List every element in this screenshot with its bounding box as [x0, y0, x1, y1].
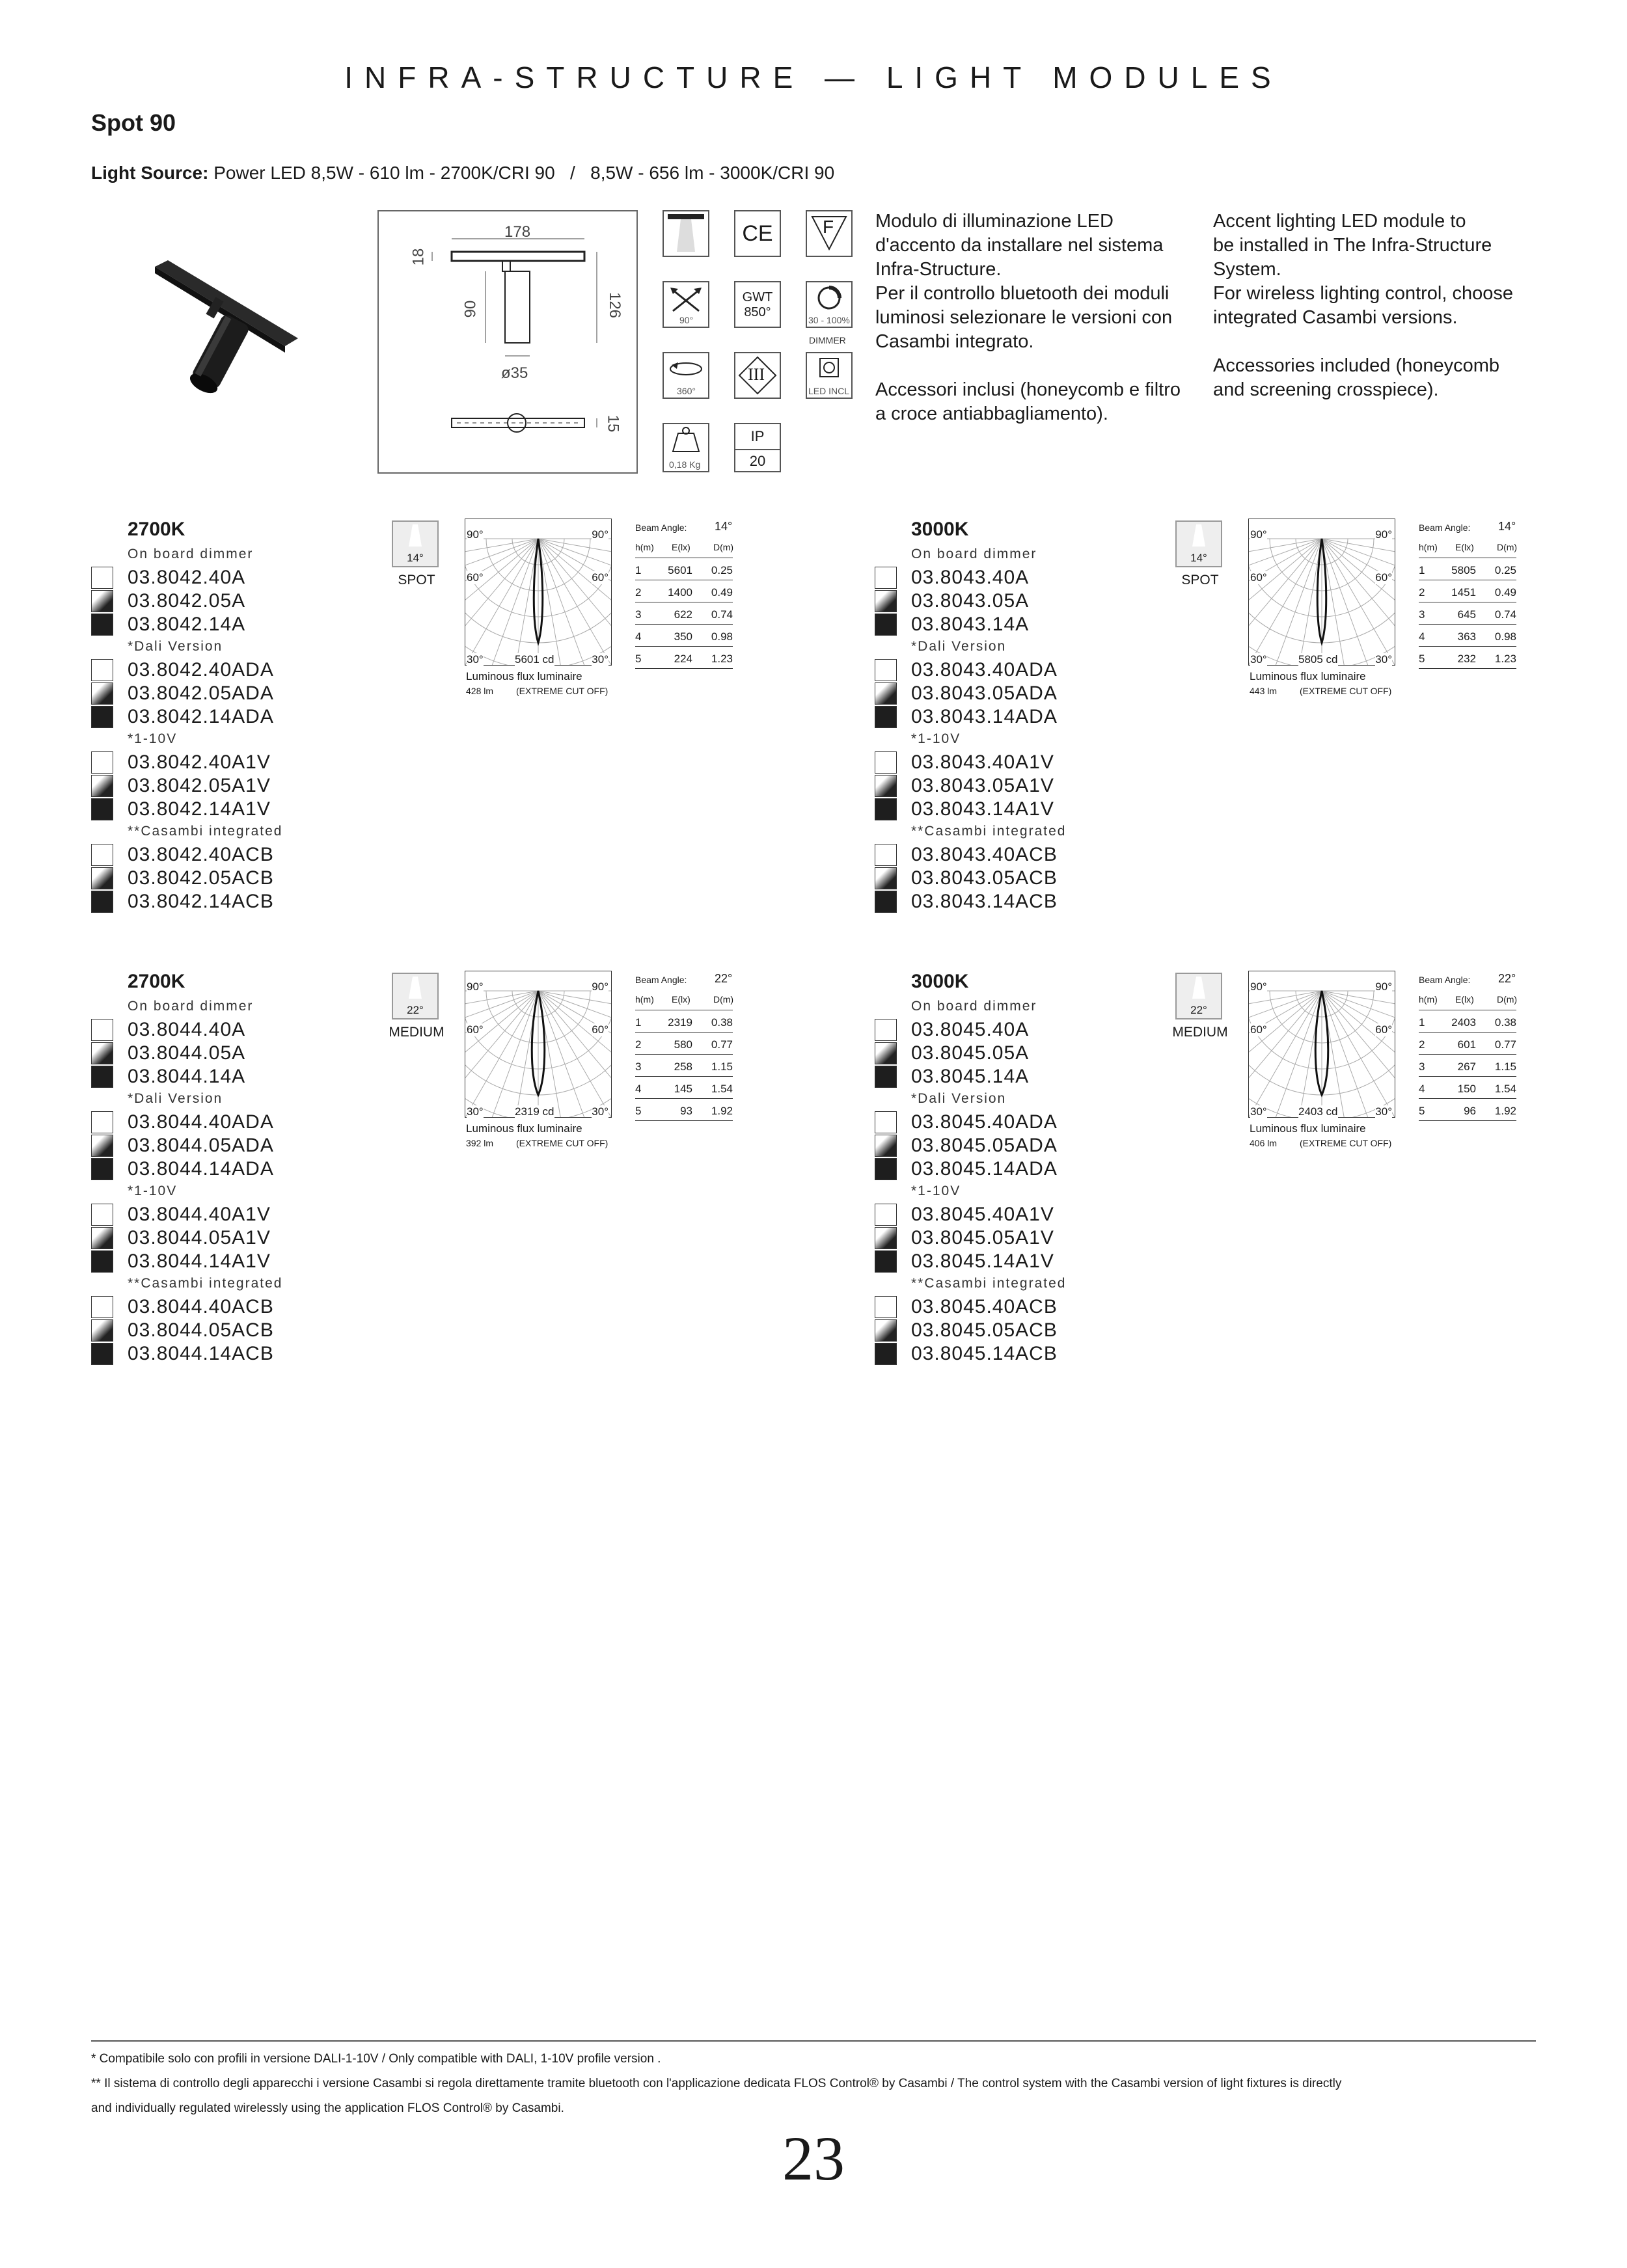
product-code: 03.8042.05ACB [128, 867, 274, 889]
product-code: 03.8044.14A [128, 1066, 246, 1087]
finish-swatch [875, 1296, 897, 1318]
product-code: 03.8045.40A [911, 1019, 1030, 1040]
product-code: 03.8042.14A1V [128, 798, 271, 820]
color-temperature: 2700K [128, 971, 185, 992]
color-temperature: 2700K [128, 519, 185, 540]
polar-label-30-left: 30° [467, 1105, 484, 1118]
description-line: Accent lighting LED module to [1213, 211, 1466, 232]
row-h: 3 [1419, 1060, 1425, 1073]
beam-angle-label: Beam Angle: [1419, 975, 1471, 985]
product-code: 03.8042.40ADA [128, 659, 274, 681]
footnote-2: ** Il sistema di controllo degli apparecchi i versione Casambi si regola direttamente tramite bluetooth con l'applicazione dedicata FLOS Control® by Casambi / The control system with the Casambi version of light fixtures is directly [91, 2077, 1342, 2090]
table-row [635, 1014, 733, 1033]
ce-mark-icon: CE [734, 210, 781, 257]
row-e: 2319 [668, 1016, 692, 1029]
table-row [1419, 1058, 1516, 1077]
row-d: 1.23 [1494, 653, 1516, 665]
dim-track: 18 [409, 248, 428, 266]
flux-label: Luminous flux luminaire [466, 1122, 582, 1135]
product-code: 03.8043.14A [911, 614, 1030, 635]
candela-value: 2319 cd [515, 1105, 554, 1118]
beam-icon-angle: 22° [407, 1004, 424, 1016]
row-d: 0.49 [711, 586, 733, 599]
finish-swatch [91, 1111, 113, 1133]
row-e: 601 [1457, 1038, 1476, 1051]
row-h: 4 [635, 630, 642, 643]
polar-label-90-left: 90° [467, 528, 484, 541]
page-title: INFRA-STRUCTURE — LIGHT MODULES [344, 61, 1283, 94]
row-d: 0.49 [1494, 586, 1516, 599]
row-h: 4 [635, 1083, 642, 1095]
product-code: 03.8045.14A1V [911, 1250, 1054, 1272]
row-h: 4 [1419, 630, 1425, 643]
product-code: 03.8043.05A [911, 590, 1030, 612]
ip-label: IP [735, 428, 780, 450]
description-line: d'accento da installare nel sistema [875, 235, 1164, 256]
product-code: 03.8042.14ADA [128, 706, 274, 727]
product-code: 03.8043.40A [911, 567, 1030, 588]
row-d: 0.25 [711, 564, 733, 576]
version-label: *Dali Version [911, 1091, 1007, 1106]
product-code: 03.8043.14A1V [911, 798, 1054, 820]
footer-divider [91, 2040, 1536, 2042]
table-row [1419, 1102, 1516, 1121]
row-h: 3 [635, 608, 642, 621]
row-d: 1.15 [1494, 1060, 1516, 1073]
candela-value: 2403 cd [1298, 1105, 1338, 1118]
row-h: 1 [635, 1016, 642, 1029]
description-line: and screening crosspiece). [1213, 379, 1439, 400]
row-d: 0.25 [1494, 564, 1516, 576]
row-d: 1.54 [1494, 1083, 1516, 1095]
product-code: 03.8044.40ADA [128, 1111, 274, 1133]
product-code: 03.8045.14ACB [911, 1343, 1058, 1364]
row-d: 0.77 [1494, 1038, 1516, 1051]
version-label: *Dali Version [128, 639, 223, 654]
dim-width: 178 [504, 223, 531, 241]
row-d: 0.98 [711, 630, 733, 643]
beam-angle-value: 14° [715, 520, 733, 533]
beam-type-label: SPOT [1181, 573, 1219, 587]
class-iii-label: III [748, 365, 765, 384]
finish-swatch [875, 1204, 897, 1226]
col-h: h(m) [635, 542, 654, 552]
version-label: On board dimmer [911, 547, 1037, 561]
beam-angle-label: Beam Angle: [1419, 522, 1471, 533]
product-code: 03.8043.05ACB [911, 867, 1058, 889]
polar-label-60-left: 60° [467, 571, 484, 584]
product-code: 03.8043.14ADA [911, 706, 1058, 727]
table-row [635, 1036, 733, 1055]
product-code: 03.8042.05ADA [128, 682, 274, 704]
fire-rating-label: F [823, 217, 834, 237]
version-label: **Casambi integrated [128, 824, 283, 839]
finish-swatch [875, 1227, 897, 1249]
finish-swatch [875, 1158, 897, 1180]
product-code: 03.8044.05A1V [128, 1227, 271, 1249]
polar-label-90-right: 90° [1375, 528, 1392, 541]
finish-swatch [875, 1250, 897, 1273]
row-d: 0.38 [711, 1016, 733, 1029]
product-code: 03.8043.05ADA [911, 682, 1058, 704]
photometric-table [1419, 971, 1523, 1133]
product-code: 03.8045.05ADA [911, 1135, 1058, 1156]
product-code: 03.8045.40A1V [911, 1204, 1054, 1225]
product-code: 03.8044.05ADA [128, 1135, 274, 1156]
description-line: Per il controllo bluetooth dei moduli [875, 283, 1169, 304]
product-code: 03.8044.05ACB [128, 1319, 274, 1341]
description-line: System. [1213, 259, 1281, 280]
flux-value: 392 lm [466, 1138, 494, 1148]
product-section [784, 0, 1565, 912]
finish-swatch [875, 1135, 897, 1157]
flux-label: Luminous flux luminaire [466, 670, 582, 682]
photometric-table [635, 971, 739, 1133]
version-label: **Casambi integrated [128, 1276, 283, 1291]
dimmer-label: DIMMER [809, 335, 846, 345]
product-name: Spot 90 [91, 109, 176, 136]
polar-label-30-right: 30° [1375, 653, 1392, 666]
polar-diagram [1248, 971, 1395, 1118]
row-e: 224 [674, 653, 692, 665]
row-h: 5 [635, 653, 642, 665]
product-code: 03.8043.40A1V [911, 751, 1054, 773]
version-label: On board dimmer [128, 547, 254, 561]
row-h: 5 [635, 1105, 642, 1117]
version-label: *Dali Version [128, 1091, 223, 1106]
col-h: h(m) [1419, 994, 1438, 1005]
flux-value: 443 lm [1250, 686, 1278, 696]
dim-body: 90 [461, 300, 480, 318]
row-e: 350 [674, 630, 692, 643]
product-code: 03.8044.40ACB [128, 1296, 274, 1317]
page-number: 23 [782, 2124, 845, 2193]
description-line: luminosi selezionare le versioni con [875, 307, 1173, 328]
description-line: Casambi integrato. [875, 331, 1034, 352]
table-row [1419, 1036, 1516, 1055]
polar-label-60-right: 60° [1375, 1023, 1392, 1036]
finish-swatch [91, 1019, 113, 1041]
weight-label: 0,18 Kg [669, 459, 701, 470]
product-code: 03.8043.40ACB [911, 844, 1058, 865]
description-line: a croce antiabbagliamento). [875, 403, 1108, 424]
product-code: 03.8045.05A [911, 1042, 1030, 1064]
dimmer-range: 30 - 100% [808, 315, 850, 325]
product-code: 03.8043.05A1V [911, 775, 1054, 796]
row-h: 1 [635, 564, 642, 576]
description-line: For wireless lighting control, choose [1213, 283, 1513, 304]
row-h: 2 [635, 586, 642, 599]
table-row [1419, 1080, 1516, 1099]
row-e: 363 [1457, 630, 1476, 643]
version-label: *1-10V [911, 731, 961, 746]
cutoff-label: (EXTREME CUT OFF) [516, 1138, 608, 1148]
row-e: 258 [674, 1060, 692, 1073]
col-d: D(m) [713, 994, 734, 1005]
col-e: E(lx) [672, 542, 690, 552]
description-line: integrated Casambi versions. [1213, 307, 1458, 328]
finish-swatch [875, 1042, 897, 1064]
col-h: h(m) [635, 994, 654, 1005]
version-label: On board dimmer [911, 999, 1037, 1014]
product-code: 03.8045.40ACB [911, 1296, 1058, 1317]
product-code: 03.8045.05ACB [911, 1319, 1058, 1341]
row-d: 0.74 [1494, 608, 1516, 621]
polar-label-60-right: 60° [592, 1023, 608, 1036]
product-code: 03.8044.14ACB [128, 1343, 274, 1364]
product-code: 03.8043.40ADA [911, 659, 1058, 681]
ip-value: 20 [749, 453, 766, 469]
row-d: 0.98 [1494, 630, 1516, 643]
finish-swatch [91, 1343, 113, 1365]
cutoff-label: (EXTREME CUT OFF) [1300, 686, 1392, 696]
version-label: *1-10V [128, 731, 178, 746]
row-e: 1400 [668, 586, 692, 599]
col-d: D(m) [1497, 542, 1518, 552]
product-code: 03.8045.40ADA [911, 1111, 1058, 1133]
row-h: 2 [635, 1038, 642, 1051]
table-header [635, 992, 733, 1010]
row-h: 3 [1419, 608, 1425, 621]
polar-label-90-right: 90° [592, 980, 608, 993]
row-e: 622 [674, 608, 692, 621]
beam-angle-value: 22° [715, 972, 733, 985]
finish-swatch [875, 1066, 897, 1088]
finish-swatch [91, 1250, 113, 1273]
row-e: 580 [674, 1038, 692, 1051]
description-line: be installed in The Infra-Structure [1213, 235, 1492, 256]
col-e: E(lx) [1455, 994, 1474, 1005]
version-label: *1-10V [911, 1183, 961, 1198]
product-code: 03.8045.14A [911, 1066, 1030, 1087]
version-label: *1-10V [128, 1183, 178, 1198]
candela-value: 5601 cd [515, 653, 554, 666]
row-e: 267 [1457, 1060, 1476, 1073]
polar-label-30-left: 30° [1250, 1105, 1267, 1118]
color-temperature: 3000K [911, 971, 969, 992]
version-label: On board dimmer [128, 999, 254, 1014]
light-source-value: Power LED 8,5W - 610 lm - 2700K/CRI 90 / 8,5W - 656 lm - 3000K/CRI 90 [208, 163, 835, 183]
polar-label-90-left: 90° [1250, 528, 1267, 541]
product-code: 03.8042.40ACB [128, 844, 274, 865]
finish-swatch [91, 1158, 113, 1180]
product-code: 03.8044.40A1V [128, 1204, 271, 1225]
polar-label-30-right: 30° [592, 1105, 608, 1118]
flux-value: 406 lm [1250, 1138, 1278, 1148]
gwt-label: GWT [742, 290, 773, 304]
beam-angle-value: 22° [1498, 972, 1516, 985]
flux-label: Luminous flux luminaire [1250, 670, 1366, 682]
product-code: 03.8044.14ADA [128, 1158, 274, 1180]
row-e: 232 [1457, 653, 1476, 665]
polar-diagram [465, 971, 612, 1118]
footnotes [91, 2047, 1542, 2121]
polar-label-30-left: 30° [467, 653, 484, 666]
beam-type-label: MEDIUM [1172, 1025, 1228, 1040]
finish-swatch [91, 1042, 113, 1064]
col-d: D(m) [1497, 994, 1518, 1005]
finish-swatch [875, 1319, 897, 1342]
beam-icon-angle: 14° [407, 552, 424, 564]
product-code: 03.8042.14A [128, 614, 246, 635]
candela-value: 5805 cd [1298, 653, 1338, 666]
beam-angle-label: Beam Angle: [635, 522, 687, 533]
product-code: 03.8045.05A1V [911, 1227, 1054, 1249]
col-e: E(lx) [672, 994, 690, 1005]
row-d: 1.15 [711, 1060, 733, 1073]
product-code: 03.8042.40A1V [128, 751, 271, 773]
row-e: 5601 [668, 564, 692, 576]
dim-height: 126 [606, 291, 624, 319]
row-h: 1 [1419, 564, 1425, 576]
row-e: 2403 [1451, 1016, 1476, 1029]
finish-swatch [91, 1319, 113, 1342]
polar-label-60-left: 60° [1250, 571, 1267, 584]
product-code: 03.8044.14A1V [128, 1250, 271, 1272]
description-line: Accessori inclusi (honeycomb e filtro [875, 379, 1181, 400]
finish-swatch [91, 1204, 113, 1226]
polar-label-30-right: 30° [592, 653, 608, 666]
row-d: 0.74 [711, 608, 733, 621]
product-code: 03.8044.05A [128, 1042, 246, 1064]
dim-side: 15 [604, 414, 622, 433]
polar-label-90-left: 90° [467, 980, 484, 993]
product-code: 03.8043.14ACB [911, 891, 1058, 912]
polar-label-60-left: 60° [1250, 1023, 1267, 1036]
product-code: 03.8044.40A [128, 1019, 246, 1040]
beam-icon-angle: 14° [1190, 552, 1207, 564]
table-row [635, 1080, 733, 1099]
table-row [1419, 1014, 1516, 1033]
polar-label-60-left: 60° [467, 1023, 484, 1036]
row-h: 1 [1419, 1016, 1425, 1029]
polar-label-30-left: 30° [1250, 653, 1267, 666]
row-d: 1.92 [711, 1105, 733, 1117]
table-row [635, 1102, 733, 1121]
beam-angle-label: Beam Angle: [635, 975, 687, 985]
light-source-label: Light Source: [91, 163, 209, 183]
row-h: 3 [635, 1060, 642, 1073]
table-header [1419, 992, 1516, 1010]
product-code: 03.8045.14ADA [911, 1158, 1058, 1180]
row-h: 2 [1419, 586, 1425, 599]
beam-type-label: SPOT [398, 573, 435, 587]
polar-label-90-left: 90° [1250, 980, 1267, 993]
polar-label-90-right: 90° [592, 528, 608, 541]
description-line: Infra-Structure. [875, 259, 1002, 280]
row-h: 4 [1419, 1083, 1425, 1095]
cutoff-label: (EXTREME CUT OFF) [516, 686, 608, 696]
row-e: 145 [674, 1083, 692, 1095]
flux-label: Luminous flux luminaire [1250, 1122, 1366, 1135]
cutoff-label: (EXTREME CUT OFF) [1300, 1138, 1392, 1148]
finish-swatch [91, 1066, 113, 1088]
product-code: 03.8042.05A [128, 590, 246, 612]
product-code: 03.8042.14ACB [128, 891, 274, 912]
gwt-value: 850° [744, 305, 771, 319]
row-e: 645 [1457, 608, 1476, 621]
description-line: Modulo di illuminazione LED [875, 211, 1114, 232]
row-d: 1.23 [711, 653, 733, 665]
version-label: **Casambi integrated [911, 1276, 1067, 1291]
polar-label-60-right: 60° [592, 571, 608, 584]
finish-swatch [875, 1019, 897, 1041]
finish-swatch [91, 1135, 113, 1157]
row-e: 5805 [1451, 564, 1476, 576]
row-d: 1.92 [1494, 1105, 1516, 1117]
beam-angle-value: 14° [1498, 520, 1516, 533]
version-label: **Casambi integrated [911, 824, 1067, 839]
version-label: *Dali Version [911, 639, 1007, 654]
row-e: 93 [680, 1105, 692, 1117]
led-included-label: LED INCL [808, 386, 850, 396]
product-code: 03.8042.05A1V [128, 775, 271, 796]
col-h: h(m) [1419, 542, 1438, 552]
polar-label-90-right: 90° [1375, 980, 1392, 993]
footnote-3: and individually regulated wirelessly using the application FLOS Control® by Casambi. [91, 2101, 564, 2115]
row-e: 150 [1457, 1083, 1476, 1095]
beam-icon-angle: 22° [1190, 1004, 1207, 1016]
finish-swatch [875, 1111, 897, 1133]
row-h: 2 [1419, 1038, 1425, 1051]
product-code: 03.8042.40A [128, 567, 246, 588]
rotation-label: 360° [677, 386, 696, 396]
row-e: 1451 [1451, 586, 1476, 599]
finish-swatch [91, 1296, 113, 1318]
row-d: 0.77 [711, 1038, 733, 1051]
dim-diameter: ø35 [501, 364, 528, 382]
row-e: 96 [1464, 1105, 1476, 1117]
beam-type-label: MEDIUM [389, 1025, 444, 1040]
color-temperature: 3000K [911, 519, 969, 540]
table-row [635, 1058, 733, 1077]
flux-value: 428 lm [466, 686, 494, 696]
row-d: 1.54 [711, 1083, 733, 1095]
tilt-label: 90° [679, 315, 694, 325]
footnote-1: * Compatibile solo con profili in versione DALI-1-10V / Only compatible with DALI, 1-10V profile version . [91, 2052, 661, 2066]
polar-label-60-right: 60° [1375, 571, 1392, 584]
col-e: E(lx) [1455, 542, 1474, 552]
row-h: 5 [1419, 1105, 1425, 1117]
col-d: D(m) [713, 542, 734, 552]
finish-swatch [875, 1343, 897, 1365]
row-h: 5 [1419, 653, 1425, 665]
finish-swatch [91, 1227, 113, 1249]
description-line: Accessories included (honeycomb [1213, 355, 1500, 376]
polar-label-30-right: 30° [1375, 1105, 1392, 1118]
row-d: 0.38 [1494, 1016, 1516, 1029]
